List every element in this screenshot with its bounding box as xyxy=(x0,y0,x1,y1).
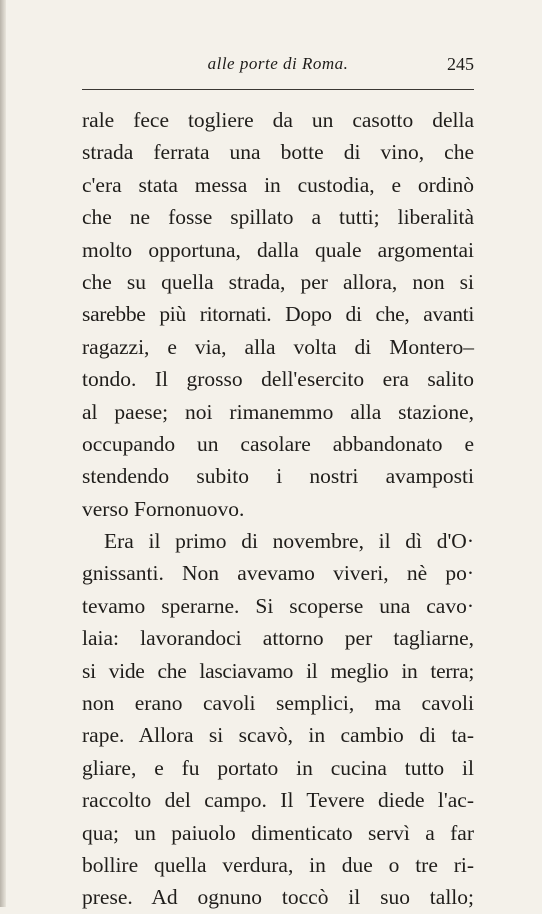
text-line: sarebbe più ritornati. Dopo di che, avanti xyxy=(82,302,474,327)
text-line: si vide che lasciavamo il meglio in terra; xyxy=(82,658,474,683)
text-line: qua; un paiuolo dimenticato servì a far xyxy=(82,820,474,845)
page-binding-edge xyxy=(0,0,6,907)
text-line: tevamo sperarne. Si scoperse una cavo· xyxy=(82,593,474,618)
running-head: alle porte di Roma. xyxy=(207,54,349,73)
text-line: strada ferrata una botte di vino, che xyxy=(82,140,474,165)
text-line: raccolto del campo. Il Tevere diede l'ac- xyxy=(82,788,474,813)
page-header xyxy=(82,50,474,80)
text-line: occupando un casolare abbandonato e xyxy=(82,431,474,456)
text-line: laia: lavorandoci attorno per tagliarne, xyxy=(82,626,474,651)
text-line: ragazzi, e via, alla volta di Montero– xyxy=(82,334,474,359)
text-line: che ne fosse spillato a tutti; liberalità xyxy=(82,205,474,230)
text-line: rape. Allora si scavò, in cambio di ta- xyxy=(82,723,474,748)
header-rule xyxy=(82,89,474,90)
text-line: al paese; noi rimanemmo alla stazione, xyxy=(82,399,474,424)
text-line: stendendo subito i nostri avamposti xyxy=(82,464,474,489)
text-line: tondo. Il grosso dell'esercito era salito xyxy=(82,367,474,392)
text-line: prese. Ad ognuno toccò il suo tallo; xyxy=(82,885,474,910)
body-text xyxy=(82,104,474,914)
text-line: non erano cavoli semplici, ma cavoli xyxy=(82,691,474,716)
text-line: rale fece togliere da un casotto della xyxy=(82,108,474,132)
text-line: molto opportuna, dalla quale argomentai xyxy=(82,237,474,262)
paragraph-last-line: verso Fornonuovo. xyxy=(82,496,245,521)
text-line: gnissanti. Non avevamo viveri, nè po· xyxy=(82,561,474,586)
text-line: bollire quella verdura, in due o tre ri- xyxy=(82,852,474,877)
paragraph-first-line: Era il primo di novembre, il dì d'O· xyxy=(104,529,474,554)
text-line: c'era stata messa in custodia, e ordinò xyxy=(82,172,474,197)
page-number: 245 xyxy=(447,54,474,74)
text-line: che su quella strada, per allora, non si xyxy=(82,269,474,294)
text-line: gliare, e fu portato in cucina tutto il xyxy=(82,755,474,780)
